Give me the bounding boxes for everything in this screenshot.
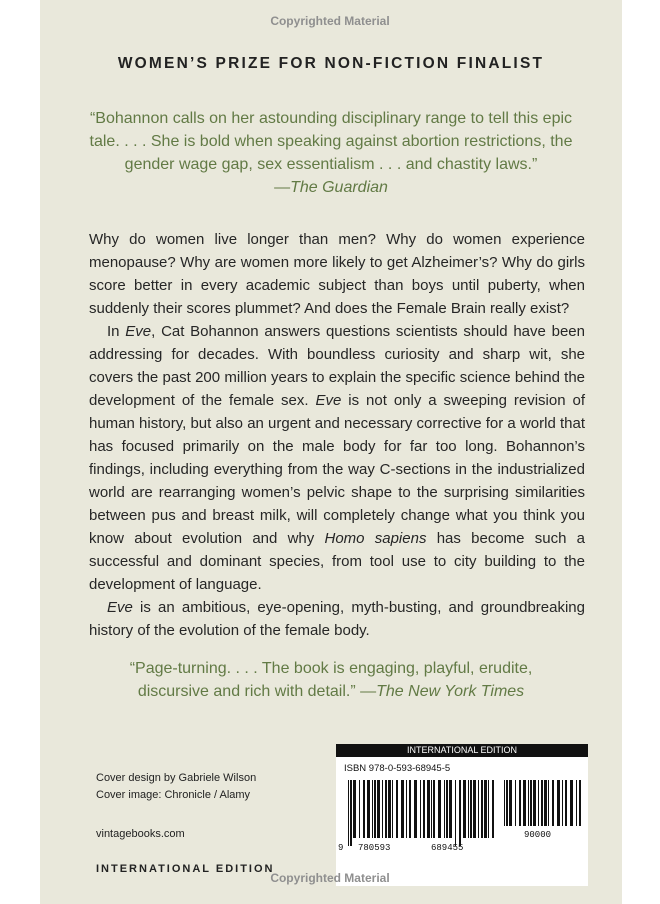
barcode-bar xyxy=(388,780,391,838)
barcode-bar xyxy=(444,780,445,838)
barcode-bar xyxy=(367,780,370,838)
barcode-bar xyxy=(359,780,360,838)
barcode-bar xyxy=(538,780,539,826)
barcode-bar xyxy=(552,780,554,826)
barcode-bar xyxy=(562,780,563,826)
barcode-bar xyxy=(492,780,494,838)
book-title: Eve xyxy=(125,323,152,340)
barcode-bar xyxy=(488,780,489,838)
description-paragraph xyxy=(89,320,585,596)
quote-source: The New York Times xyxy=(376,683,525,700)
barcode-bar xyxy=(433,780,435,838)
quote-line: gender wage gap, sex essentialism . . . and chastity laws.” xyxy=(124,156,538,173)
quote-line: “Bohannon calls on her astounding disciplinary range to tell this epic xyxy=(89,110,573,127)
barcode-bar xyxy=(409,780,411,838)
text-run: has become such a successful and dominant species, from tool use to city building to the development of language. xyxy=(89,530,586,593)
barcode-bar xyxy=(504,780,505,826)
barcode-bar xyxy=(427,780,430,838)
barcode-bar xyxy=(372,780,373,838)
barcode-bar xyxy=(401,780,404,838)
barcode-bar xyxy=(423,780,425,838)
edition-label: INTERNATIONAL EDITION xyxy=(96,863,275,875)
barcode-bar xyxy=(484,780,487,838)
barcode-bar xyxy=(385,780,387,838)
copyright-watermark-bottom: Copyrighted Material xyxy=(270,871,390,885)
barcode-bar xyxy=(530,780,532,826)
barcode-bar xyxy=(473,780,476,838)
text-run: , Cat Bohannon answers questions scientists should have been addressing for decades. With boundless curiosity and sharp wit, she covers the past 200 million years to explain the specific science behind the development of the female sex. xyxy=(89,323,585,409)
barcode-bar xyxy=(478,780,479,838)
barcode-bar xyxy=(481,780,483,838)
quote-line: tale. . . . She is bold when speaking against abortion restrictions, the xyxy=(89,133,573,150)
species-name: Homo sapiens xyxy=(324,530,427,547)
barcode-bar xyxy=(515,780,516,826)
isbn-number: ISBN 978-0-593-68945-5 xyxy=(344,763,451,774)
barcode-digits-left: 780593 xyxy=(358,843,391,853)
barcode-bar xyxy=(431,780,432,838)
barcode-bar xyxy=(570,780,573,826)
barcode-bar xyxy=(576,780,577,826)
barcode-bar xyxy=(557,780,560,826)
barcode-bar xyxy=(565,780,567,826)
barcode-box xyxy=(336,744,588,886)
barcode-bar xyxy=(377,780,380,838)
barcode-bar xyxy=(544,780,547,826)
barcode-bar xyxy=(459,780,461,846)
barcode-bar xyxy=(506,780,508,826)
barcode-price-code: 90000 xyxy=(524,830,552,840)
barcode-bar xyxy=(353,780,356,838)
description-paragraph: Why do women live longer than men? Why do women experience menopause? Why are women more likely to get Alzheimer’s? Why do girls score better in every academic subject than boys until puberty, when suddenly their scores plummet? And does the Female Brain really exist? xyxy=(89,231,585,317)
barcode-digits-right: 689455 xyxy=(431,843,464,853)
barcode-bar xyxy=(579,780,581,826)
barcode-bar xyxy=(414,780,417,838)
quote-attribution xyxy=(40,176,622,199)
barcode-bar xyxy=(509,780,512,826)
barcode-bar xyxy=(455,780,456,846)
book-title: Eve xyxy=(315,392,342,409)
description-paragraph xyxy=(89,596,585,642)
barcode-bar xyxy=(468,780,469,838)
cover-design-credit: Cover design by Gabriele Wilson xyxy=(96,772,257,784)
barcode-header: INTERNATIONAL EDITION xyxy=(336,744,588,757)
attribution-dash: — xyxy=(360,683,377,700)
barcode-bar xyxy=(406,780,407,838)
quote-line xyxy=(40,680,622,703)
barcode-bar xyxy=(528,780,529,826)
attribution-dash: — xyxy=(274,179,291,196)
barcode-bar xyxy=(548,780,549,826)
barcode-bar xyxy=(350,780,352,846)
barcode-bar xyxy=(348,780,349,846)
barcode-bar xyxy=(438,780,441,838)
barcode-bar xyxy=(382,780,383,838)
barcode-bar xyxy=(463,780,466,838)
barcode-bar xyxy=(363,780,365,838)
book-description xyxy=(89,228,585,642)
cover-image-credit: Cover image: Chronicle / Alamy xyxy=(96,789,251,801)
barcode-bar xyxy=(523,780,526,826)
guardian-quote xyxy=(40,107,622,199)
barcode-bar xyxy=(396,780,398,838)
barcode-bar xyxy=(541,780,543,826)
text-run: discursive and rich with detail.” xyxy=(137,683,361,700)
text-run: is not only a sweeping revision of human history, but also an urgent and necessary corrective for a world that has focused primarily on the male body for far too long. Bohannon’s findings, including everything from the way C-sections in the industrialized world are rearranging women’s pelvic shape to the surprising similarities between pus and breast milk, will completely change what you think you know about evolution and why xyxy=(89,392,585,547)
publisher-website: vintagebooks.com xyxy=(96,828,185,840)
quote-line: “Page-turning. . . . The book is engaging, playful, erudite, xyxy=(129,660,533,677)
nyt-quote xyxy=(40,657,622,703)
text-run: In xyxy=(107,323,126,340)
barcode-bar xyxy=(533,780,536,826)
barcode-bar xyxy=(449,780,452,838)
copyright-watermark-top: Copyrighted Material xyxy=(270,14,390,28)
book-title: Eve xyxy=(107,599,133,616)
barcode-bar xyxy=(446,780,448,838)
quote-source: The Guardian xyxy=(290,179,388,196)
barcode-bar xyxy=(420,780,421,838)
barcode-bar xyxy=(470,780,472,838)
text-run: is an ambitious, eye-opening, myth-busting, and groundbreaking history of the evolution of the female body. xyxy=(89,599,585,639)
barcode-bar xyxy=(392,780,393,838)
cover-credits xyxy=(96,770,256,804)
barcode-bar xyxy=(374,780,376,838)
barcode-bar xyxy=(519,780,521,826)
barcode-lead-digit: 9 xyxy=(338,843,344,853)
prize-banner: WOMEN’S PRIZE FOR NON-FICTION FINALIST xyxy=(117,55,545,72)
